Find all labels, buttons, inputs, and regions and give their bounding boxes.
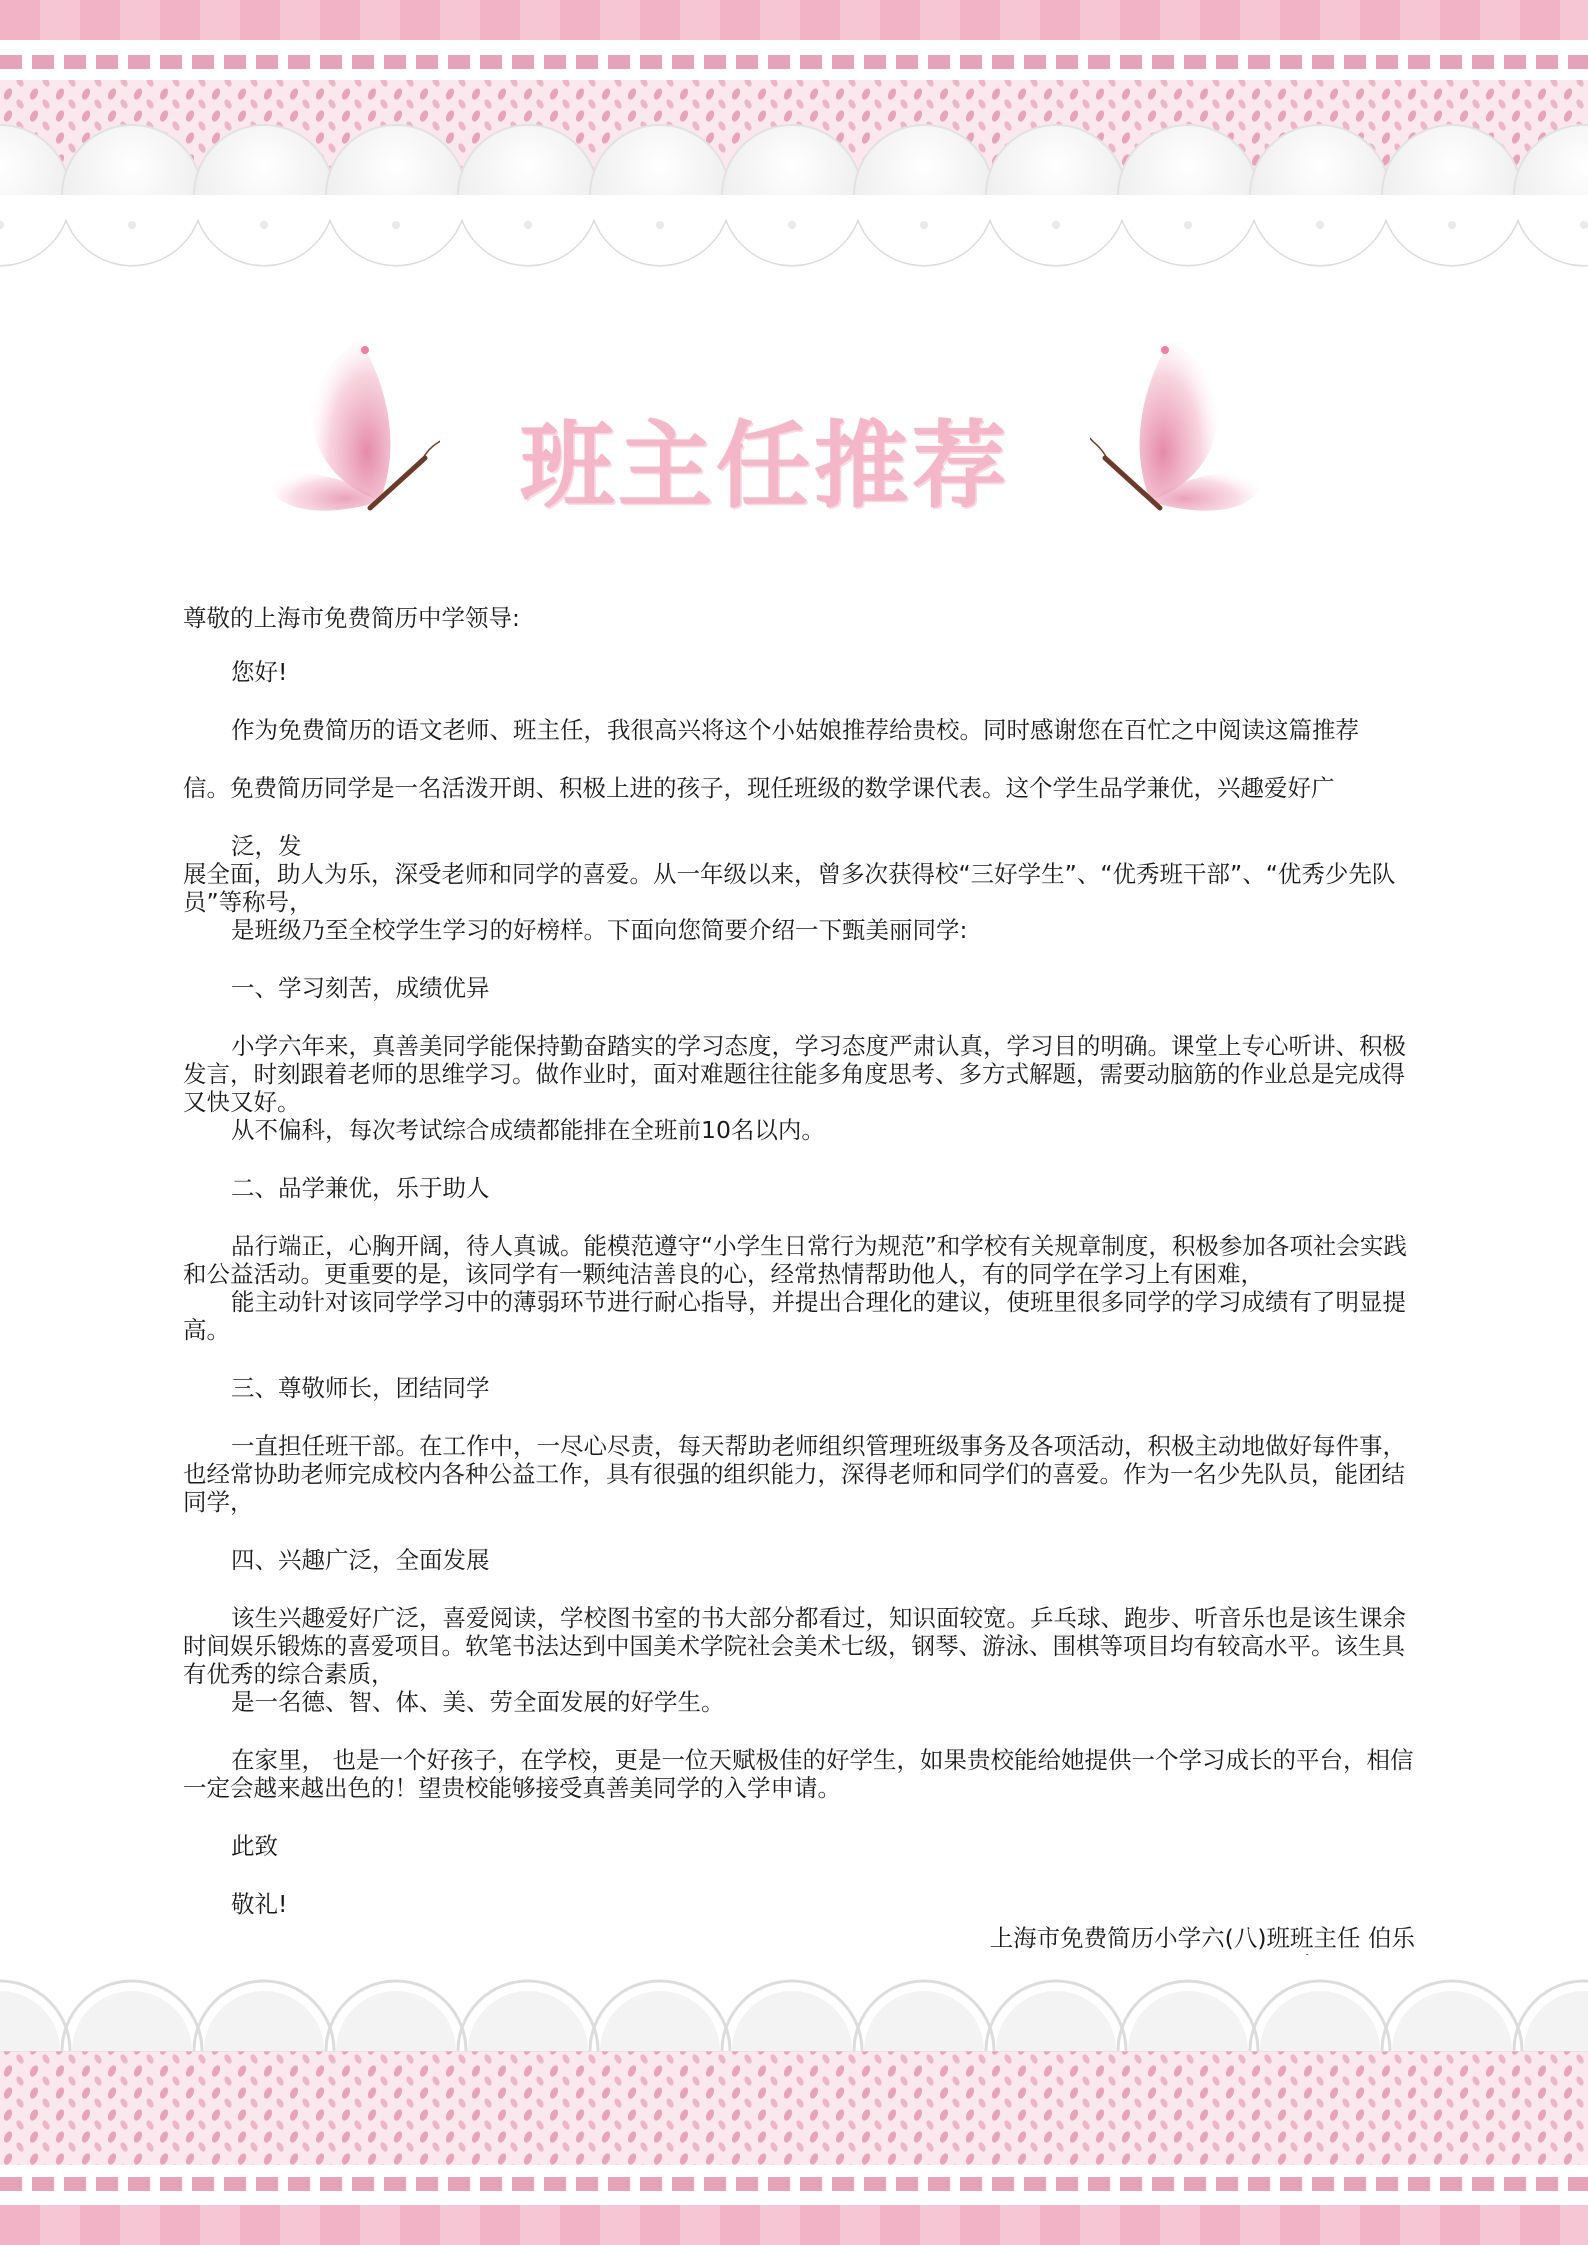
- regards-line-1: 此致: [231, 1832, 278, 1860]
- section-1-paragraph-2: 从不偏科，每次考试综合成绩都能排在全班前10名以内。: [231, 1116, 825, 1144]
- intro-line-3: 泛，发: [231, 832, 302, 860]
- letter-body: [183, 604, 1415, 1980]
- bottom-lace-border: [0, 1955, 1588, 2245]
- left-butterfly-icon: [250, 330, 440, 550]
- greeting: 您好!: [231, 658, 288, 686]
- section-3-paragraph-1: 一直担任班干部。在工作中，一尽心尽责，每天帮助老师组织管理班级事务及各项活动，积极主动地做好每件事，也经常协助老师完成校内各种公益工作，具有很强的组织能力，深得老师和同学们的喜爱。作为一名少先队员，能团结同学，: [183, 1432, 1406, 1516]
- section-2-paragraph-2: 能主动针对该同学学习中的薄弱环节进行耐心指导，并提出合理化的建议，使班里很多同学的学习成绩有了明显提高。: [183, 1288, 1406, 1344]
- section-heading-1: 一、学习刻苦，成绩优异: [231, 974, 490, 1002]
- regards-line-2: 敬礼!: [231, 1890, 288, 1918]
- intro-line-1: 作为免费简历的语文老师、班主任，我很高兴将这个小姑娘推荐给贵校。同时感谢您在百忙之中阅读这篇推荐: [231, 716, 1359, 744]
- section-4-paragraph-2: 是一名德、智、体、美、劳全面发展的好学生。: [231, 1688, 725, 1716]
- intro-line-5: 是班级乃至全校学生学习的好榜样。下面向您简要介绍一下甄美丽同学:: [231, 916, 968, 944]
- section-heading-3: 三、尊敬师长，团结同学: [231, 1374, 490, 1402]
- section-4-paragraph-1: 该生兴趣爱好广泛，喜爱阅读，学校图书室的书大部分都看过，知识面较宽。乒乓球、跑步、听音乐也是该生课余时间娱乐锻炼的喜爱项目。软笔书法达到中国美术学院社会美术七级，钢琴、游泳、围棋等项目均有较高水平。该生具有优秀的综合素质，: [183, 1604, 1406, 1688]
- intro-line-4: 展全面，助人为乐，深受老师和同学的喜爱。从一年级以来，曾多次获得校“三好学生”、“优秀班干部”、“优秀少先队员”等称号，: [183, 860, 1396, 916]
- intro-line-2: 信。免费简历同学是一名活泼开朗、积极上进的孩子，现任班级的数学课代表。这个学生品学兼优，兴趣爱好广: [183, 774, 1335, 802]
- title-banner: [250, 330, 1280, 560]
- section-heading-2: 二、品学兼优，乐于助人: [231, 1174, 490, 1202]
- section-2-paragraph-1: 品行端正，心胸开阔，待人真诚。能模范遵守“小学生日常行为规范”和学校有关规章制度，积极参加各项社会实践和公益活动。更重要的是，该同学有一颗纯洁善良的心，经常热情帮助他人，有的同学在学习上有困难，: [183, 1232, 1407, 1288]
- closing-paragraph: 在家里， 也是一个好孩子，在学校，更是一位天赋极佳的好学生，如果贵校能给她提供一个学习成长的平台，相信一定会越来越出色的！望贵校能够接受真善美同学的入学申请。: [183, 1746, 1414, 1802]
- salutation: 尊敬的上海市免费简历中学领导:: [183, 604, 520, 632]
- right-butterfly-icon: [1090, 330, 1280, 550]
- signature: 上海市免费简历小学六(八)班班主任 伯乐: [989, 1924, 1415, 1952]
- top-lace-border: [0, 0, 1588, 290]
- section-1-paragraph-1: 小学六年来，真善美同学能保持勤奋踏实的学习态度，学习态度严肃认真，学习目的明确。课堂上专心听讲、积极发言，时刻跟着老师的思维学习。做作业时，面对难题往往能多角度思考、多方式解题，需要动脑筋的作业总是完成得又快又好。: [183, 1032, 1406, 1116]
- section-heading-4: 四、兴趣广泛，全面发展: [231, 1546, 490, 1574]
- page-title: 班主任推荐: [519, 412, 1010, 521]
